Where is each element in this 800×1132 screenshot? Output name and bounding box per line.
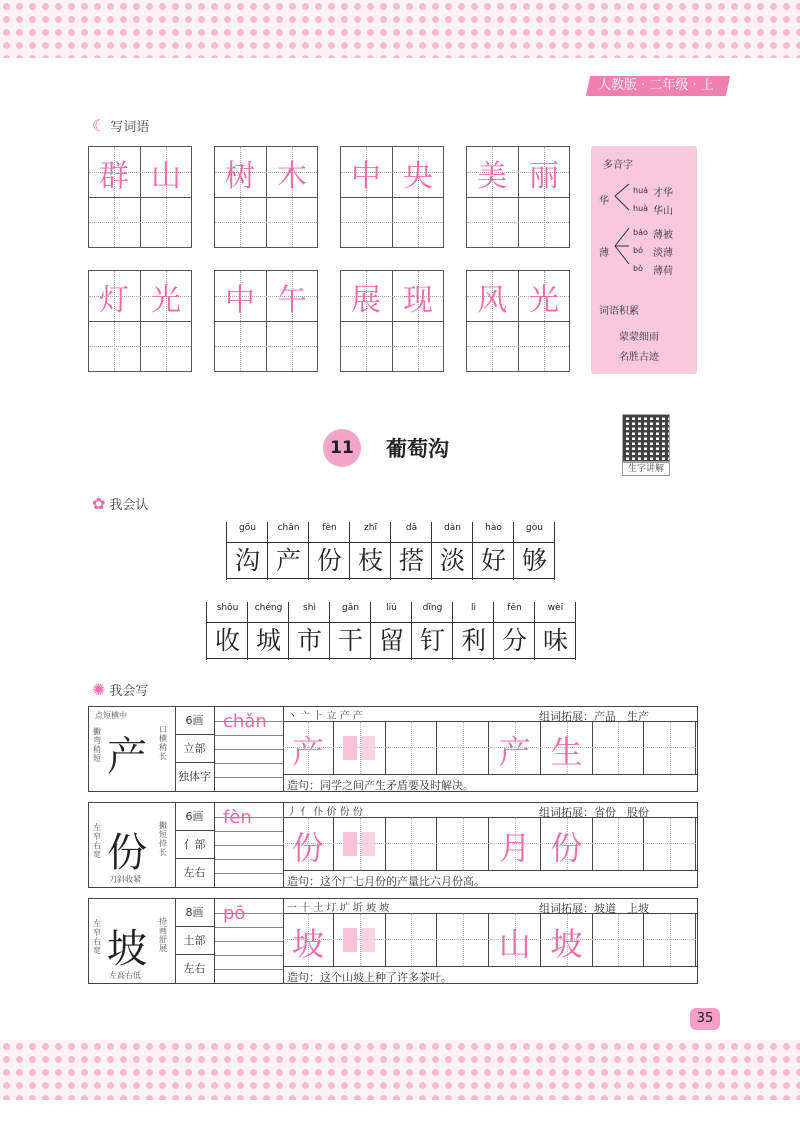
practice-cell[interactable] bbox=[438, 722, 489, 774]
recognize-char: 市 bbox=[289, 622, 330, 659]
recognize-pinyin: fèn bbox=[322, 523, 337, 533]
note-vocab-item: 蒙蒙细雨 bbox=[619, 332, 659, 343]
word-char: 山 bbox=[151, 159, 181, 194]
structure: 左右 bbox=[175, 955, 215, 983]
write-row bbox=[88, 802, 698, 888]
section-write-label: 我会写 bbox=[109, 684, 149, 699]
recognize-pinyin: gòu bbox=[526, 523, 543, 533]
note-py: báo bbox=[633, 228, 648, 237]
recognize-pinyin: chéng bbox=[254, 603, 283, 613]
star-icon: ✿ bbox=[92, 494, 106, 513]
word-char: 光 bbox=[529, 283, 559, 318]
recognize-pinyin: shì bbox=[303, 603, 316, 613]
recognize-pinyin: gān bbox=[342, 603, 359, 613]
section-write bbox=[92, 680, 148, 699]
stroke-order: 丶 亠 ⺊ 立 产 产 bbox=[287, 711, 363, 722]
practice-cell[interactable] bbox=[593, 914, 644, 966]
qr-code[interactable] bbox=[622, 414, 670, 462]
recognize-cell bbox=[227, 522, 268, 580]
stroke-note-left: 撇弯稍短 bbox=[93, 727, 101, 763]
pinyin-box[interactable] bbox=[215, 899, 284, 983]
recognize-char: 利 bbox=[453, 622, 494, 659]
recognize-pinyin: dā bbox=[405, 523, 418, 533]
word-grid[interactable] bbox=[466, 270, 570, 372]
recognize-char: 收 bbox=[207, 622, 248, 659]
word-char: 丽 bbox=[529, 159, 559, 194]
practice-char: 坡 bbox=[292, 925, 325, 963]
practice-cell[interactable] bbox=[593, 818, 644, 870]
practice-grid[interactable] bbox=[283, 913, 697, 967]
word-char: 光 bbox=[151, 283, 181, 318]
recognize-cell bbox=[330, 602, 371, 660]
stroke-note-left: 左窄右宽 bbox=[93, 823, 101, 859]
model-char-box bbox=[89, 803, 176, 887]
top-dot-banner bbox=[0, 0, 800, 58]
word-char: 展 bbox=[351, 283, 381, 318]
recognize-row-1 bbox=[226, 522, 555, 580]
note-py: bò bbox=[633, 264, 643, 273]
recognize-cell bbox=[391, 522, 432, 580]
word-char: 风 bbox=[477, 283, 507, 318]
structure: 独体字 bbox=[175, 763, 215, 791]
recognize-pinyin: hào bbox=[485, 523, 502, 533]
word-char: 美 bbox=[477, 159, 507, 194]
model-char-box bbox=[89, 899, 176, 983]
recognize-pinyin: wèi bbox=[547, 603, 564, 613]
recognize-cell bbox=[289, 602, 330, 660]
example-sentence: 造句：同学之间产生矛盾要及时解决。 bbox=[287, 779, 474, 792]
recognize-cell bbox=[473, 522, 514, 580]
recognize-pinyin: chǎn bbox=[277, 523, 300, 533]
stroke-order: 丿 亻 仆 价 份 份 bbox=[287, 807, 363, 818]
brace-icon bbox=[611, 182, 631, 214]
note-word: 华山 bbox=[653, 206, 673, 217]
recognize-pinyin: dīng bbox=[422, 603, 443, 613]
recognize-pinyin: fēn bbox=[507, 603, 522, 613]
stroke-note-top: 点短横中 bbox=[95, 711, 127, 720]
practice-cell[interactable] bbox=[386, 722, 437, 774]
word-grid[interactable] bbox=[340, 146, 444, 248]
polyphone-note-panel bbox=[591, 146, 697, 374]
practice-cell[interactable] bbox=[645, 914, 696, 966]
recognize-char: 干 bbox=[330, 622, 371, 659]
write-row bbox=[88, 898, 698, 984]
recognize-char: 钉 bbox=[412, 622, 453, 659]
note-char2: 薄 bbox=[599, 248, 609, 259]
model-char: 坡 bbox=[107, 926, 147, 972]
recognize-cell bbox=[514, 522, 555, 580]
write-row bbox=[88, 706, 698, 792]
recognize-cell bbox=[248, 602, 289, 660]
word-char: 树 bbox=[225, 159, 255, 194]
stroke-note-right: 撇短捺长 bbox=[159, 821, 167, 857]
note-py: huá bbox=[633, 186, 649, 195]
recognize-cell bbox=[268, 522, 309, 580]
recognize-cell bbox=[453, 602, 494, 660]
note-word: 薄荷 bbox=[653, 266, 673, 277]
sun-icon: ✺ bbox=[92, 680, 106, 699]
word-grid[interactable] bbox=[214, 270, 318, 372]
word-expand: 组词拓展：省份 股份 bbox=[539, 806, 649, 819]
practice-char: 生 bbox=[550, 733, 583, 771]
trace-shade bbox=[361, 736, 375, 760]
practice-char: 产 bbox=[292, 733, 325, 771]
practice-cell[interactable] bbox=[386, 818, 437, 870]
practice-char: 月 bbox=[498, 829, 531, 867]
word-char: 现 bbox=[403, 283, 433, 318]
bottom-dot-banner bbox=[0, 1040, 800, 1100]
note-word: 才华 bbox=[653, 188, 673, 199]
recognize-pinyin: dàn bbox=[444, 523, 461, 533]
stroke-note-left: 左窄右宽 bbox=[93, 919, 101, 955]
recognize-char: 分 bbox=[494, 622, 535, 659]
moon-icon: ☾ bbox=[92, 116, 107, 135]
brace-icon bbox=[611, 226, 631, 266]
word-expand: 组词拓展：产品 生产 bbox=[539, 710, 649, 723]
model-char-box bbox=[89, 707, 176, 791]
recognize-cell bbox=[371, 602, 412, 660]
section-recognize bbox=[92, 494, 148, 513]
recognize-cell bbox=[494, 602, 535, 660]
pinyin-text: chǎn bbox=[223, 711, 267, 732]
recognize-pinyin: shōu bbox=[216, 603, 239, 613]
example-sentence: 造句：这个山坡上种了许多茶叶。 bbox=[287, 971, 452, 984]
word-expand: 组词拓展：坡道 上坡 bbox=[539, 902, 649, 915]
practice-grid[interactable] bbox=[283, 721, 697, 775]
word-char: 群 bbox=[99, 159, 129, 194]
lesson-number: 11 bbox=[323, 429, 361, 467]
edition-label: 人教版 · 二年级 · 上 bbox=[598, 78, 714, 93]
note-vocab-item: 名胜古迹 bbox=[619, 352, 659, 363]
recognize-row-2 bbox=[206, 602, 576, 660]
recognize-char: 淡 bbox=[432, 542, 473, 579]
edition-tag bbox=[586, 76, 730, 96]
trace-shade bbox=[361, 832, 375, 856]
word-grid[interactable] bbox=[340, 270, 444, 372]
recognize-char: 枝 bbox=[350, 542, 391, 579]
recognize-pinyin: zhī bbox=[364, 523, 377, 533]
recognize-cell bbox=[350, 522, 391, 580]
trace-shade bbox=[343, 928, 357, 952]
practice-char: 份 bbox=[550, 829, 583, 867]
recognize-char: 够 bbox=[514, 542, 555, 579]
section-write-words bbox=[92, 116, 149, 135]
qr-label[interactable]: 生字讲解 bbox=[622, 462, 670, 476]
recognize-pinyin: lì bbox=[470, 603, 476, 613]
recognize-pinyin: liú bbox=[386, 603, 397, 613]
recognize-cell bbox=[309, 522, 350, 580]
practice-char: 山 bbox=[498, 925, 531, 963]
word-char: 木 bbox=[277, 159, 307, 194]
trace-shade bbox=[343, 832, 357, 856]
stroke-note-right: 口横稍长 bbox=[159, 725, 167, 761]
stroke-note-bottom: 左高右低 bbox=[109, 971, 141, 980]
note-char1: 华 bbox=[599, 196, 609, 207]
stroke-count: 6画 bbox=[175, 707, 215, 735]
section-write-words-label: 写词语 bbox=[110, 120, 150, 135]
word-grid[interactable] bbox=[466, 146, 570, 248]
note-vocab-title: 词语积累 bbox=[599, 306, 639, 317]
note-py: huà bbox=[633, 204, 649, 213]
model-char: 份 bbox=[107, 830, 147, 876]
note-word: 淡薄 bbox=[653, 248, 673, 259]
word-grid[interactable] bbox=[88, 270, 192, 372]
note-py: bó bbox=[633, 246, 643, 255]
recognize-char: 产 bbox=[268, 542, 309, 579]
word-grid[interactable] bbox=[214, 146, 318, 248]
recognize-cell bbox=[535, 602, 576, 660]
recognize-char: 份 bbox=[309, 542, 350, 579]
recognize-cell bbox=[432, 522, 473, 580]
recognize-char: 搭 bbox=[391, 542, 432, 579]
pinyin-box[interactable] bbox=[215, 707, 284, 791]
example-sentence: 造句：这个厂七月份的产量比六月份高。 bbox=[287, 875, 485, 888]
practice-cell[interactable] bbox=[438, 914, 489, 966]
stroke-count: 6画 bbox=[175, 803, 215, 831]
stroke-order: 一 十 土 圢 圹 圻 坡 坡 bbox=[287, 903, 390, 914]
practice-cell[interactable] bbox=[593, 722, 644, 774]
recognize-cell bbox=[207, 602, 248, 660]
note-title: 多音字 bbox=[603, 160, 633, 171]
recognize-char: 留 bbox=[371, 622, 412, 659]
practice-char: 份 bbox=[292, 829, 325, 867]
trace-shade bbox=[343, 736, 357, 760]
stroke-note-right: 捺画舒展 bbox=[159, 917, 167, 953]
trace-shade bbox=[361, 928, 375, 952]
radical: 立部 bbox=[175, 735, 215, 763]
practice-char: 坡 bbox=[550, 925, 583, 963]
recognize-char: 好 bbox=[473, 542, 514, 579]
word-char: 中 bbox=[351, 159, 381, 194]
model-char: 产 bbox=[107, 734, 147, 780]
recognize-cell bbox=[412, 602, 453, 660]
recognize-char: 味 bbox=[535, 622, 576, 659]
radical: 土部 bbox=[175, 927, 215, 955]
practice-cell[interactable] bbox=[645, 722, 696, 774]
word-grid[interactable] bbox=[88, 146, 192, 248]
page-number: 35 bbox=[690, 1008, 720, 1030]
pinyin-text: fèn bbox=[223, 807, 252, 828]
recognize-char: 城 bbox=[248, 622, 289, 659]
recognize-char: 沟 bbox=[227, 542, 268, 579]
practice-char: 产 bbox=[498, 733, 531, 771]
practice-cell[interactable] bbox=[645, 818, 696, 870]
stroke-note-bottom: 刀斜收紧 bbox=[109, 875, 141, 884]
word-char: 午 bbox=[277, 283, 307, 318]
section-recognize-label: 我会认 bbox=[109, 498, 149, 513]
pinyin-box[interactable] bbox=[215, 803, 284, 887]
radical: 亻部 bbox=[175, 831, 215, 859]
practice-grid[interactable] bbox=[283, 817, 697, 871]
stroke-count: 8画 bbox=[175, 899, 215, 927]
practice-cell[interactable] bbox=[438, 818, 489, 870]
word-char: 央 bbox=[403, 159, 433, 194]
note-word: 薄被 bbox=[653, 230, 673, 241]
word-char: 灯 bbox=[99, 283, 129, 318]
lesson-title: 葡萄沟 bbox=[386, 437, 449, 461]
practice-cell[interactable] bbox=[386, 914, 437, 966]
pinyin-text: pō bbox=[223, 903, 246, 924]
structure: 左右 bbox=[175, 859, 215, 887]
word-char: 中 bbox=[225, 283, 255, 318]
recognize-pinyin: gōu bbox=[239, 523, 256, 533]
